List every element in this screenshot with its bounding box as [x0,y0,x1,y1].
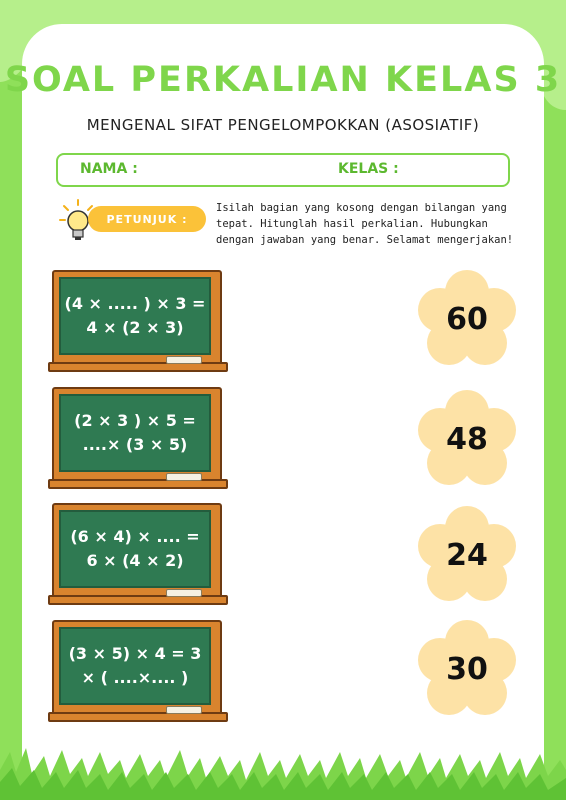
problem-expression: (2 × 3 ) × 5 = ....× (3 × 5) [74,411,196,454]
chalkboard-problem-4 [52,620,222,720]
answer-flower-2[interactable] [418,390,516,488]
answer-value: 60 [446,301,488,337]
name-label: NAMA : [80,161,138,177]
chalk-icon [166,356,202,364]
answer-flower-4[interactable] [418,620,516,718]
instructions-text: Isilah bagian yang kosong dengan bilangan yang tepat. Hitunglah hasil perkalian. Hubungkan dengan jawaban yang benar. Selamat mengerjakan! [216,202,514,246]
instructions-badge: PETUNJUK : [88,206,206,232]
chalk-icon [166,706,202,714]
page-title: SOAL PERKALIAN KELAS 3 [4,60,562,100]
student-info-box[interactable] [56,153,510,187]
chalkboard-problem-2 [52,387,222,487]
chalkboard-problem-3 [52,503,222,603]
answer-value: 30 [446,651,488,687]
chalk-icon [166,473,202,481]
grass-decoration [0,730,566,800]
problem-expression: (3 × 5) × 4 = 3 × ( ....×.... ) [68,644,202,687]
problem-expression: (4 × ..... ) × 3 = 4 × (2 × 3) [64,294,206,337]
answer-flower-3[interactable] [418,506,516,604]
chalkboard-problem-1 [52,270,222,370]
chalk-icon [166,589,202,597]
problem-expression: (6 × 4) × .... = 6 × (4 × 2) [70,527,200,570]
page-subtitle: MENGENAL SIFAT PENGELOMPOKKAN (ASOSIATIF) [86,116,480,134]
answer-value: 24 [446,537,488,573]
answer-value: 48 [446,421,488,457]
answer-flower-1[interactable] [418,270,516,368]
class-label: KELAS : [338,161,399,177]
